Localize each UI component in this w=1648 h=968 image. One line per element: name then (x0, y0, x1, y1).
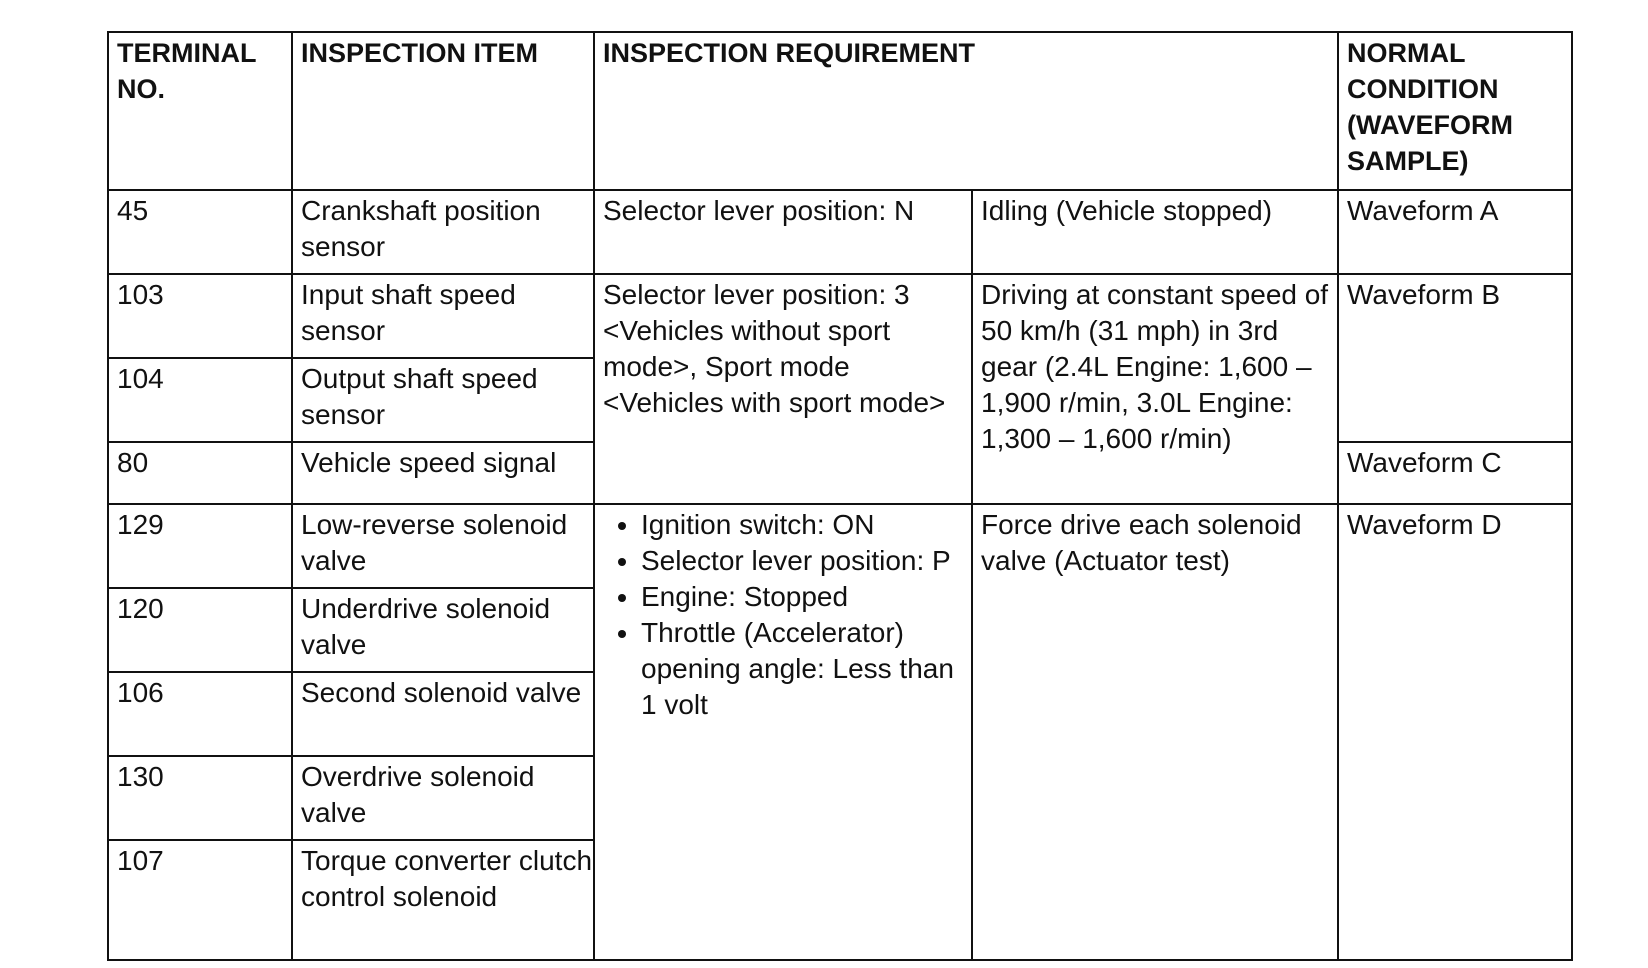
header-terminal-no: TERMINAL NO. (108, 32, 292, 190)
requirement-bullet-list (603, 507, 971, 723)
terminal-cell: 80 (108, 442, 292, 504)
condition-cell: Idling (Vehicle stopped) (972, 190, 1338, 274)
terminal-cell: 120 (108, 588, 292, 672)
item-cell: Second solenoid valve (292, 672, 594, 756)
terminal-cell: 130 (108, 756, 292, 840)
item-cell: Low-reverse solenoid valve (292, 504, 594, 588)
list-item: • Engine: Stopped (641, 579, 971, 615)
inspection-table (107, 31, 1573, 961)
table-row (108, 274, 1572, 358)
item-cell: Vehicle speed signal (292, 442, 594, 504)
item-cell: Overdrive solenoid valve (292, 756, 594, 840)
terminal-cell: 129 (108, 504, 292, 588)
waveform-cell: Waveform D (1338, 504, 1572, 960)
item-cell: Output shaft speed sensor (292, 358, 594, 442)
waveform-cell: Waveform A (1338, 190, 1572, 274)
terminal-cell: 107 (108, 840, 292, 960)
list-item: • Throttle (Accelerator) opening angle: Less than 1 volt (641, 615, 971, 723)
waveform-cell: Waveform C (1338, 442, 1572, 504)
header-normal-condition: NORMAL CONDITION (WAVEFORM SAMPLE) (1338, 32, 1572, 190)
header-inspection-item: INSPECTION ITEM (292, 32, 594, 190)
requirement-cell: Selector lever position: N (594, 190, 972, 274)
item-cell: Torque converter clutch control solenoid (292, 840, 594, 960)
item-cell: Input shaft speed sensor (292, 274, 594, 358)
list-item: • Ignition switch: ON (641, 507, 971, 543)
condition-cell: Force drive each solenoid valve (Actuator test) (972, 504, 1338, 960)
table-row (108, 504, 1572, 588)
terminal-cell: 104 (108, 358, 292, 442)
terminal-cell: 45 (108, 190, 292, 274)
requirement-cell: Selector lever position: 3 <Vehicles without sport mode>, Sport mode <Vehicles with sport mode> (594, 274, 972, 504)
terminal-cell: 103 (108, 274, 292, 358)
item-cell: Crankshaft position sensor (292, 190, 594, 274)
condition-cell: Driving at constant speed of 50 km/h (31 mph) in 3rd gear (2.4L Engine: 1,600 – 1,900 r/min, 3.0L Engine: 1,300 – 1,600 r/min) (972, 274, 1338, 504)
table-row (108, 190, 1572, 274)
header-row (108, 32, 1572, 190)
waveform-cell: Waveform B (1338, 274, 1572, 442)
terminal-cell: 106 (108, 672, 292, 756)
requirement-cell (594, 504, 972, 960)
item-cell: Underdrive solenoid valve (292, 588, 594, 672)
header-inspection-requirement: INSPECTION REQUIREMENT (594, 32, 1338, 190)
list-item: • Selector lever position: P (641, 543, 971, 579)
